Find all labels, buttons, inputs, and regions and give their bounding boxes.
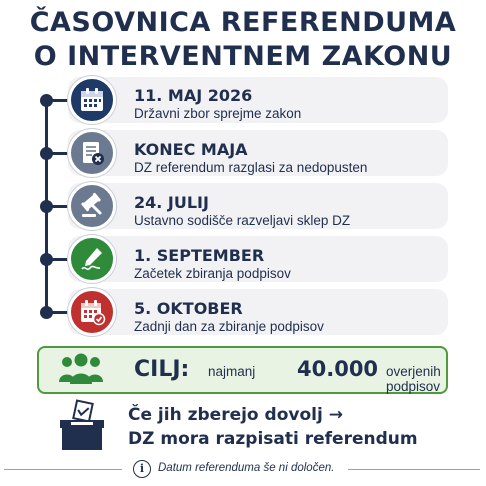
event-date: 24. JULIJ (134, 193, 209, 212)
gavel-icon (68, 182, 116, 230)
event-date: 11. MAJ 2026 (134, 86, 253, 105)
event-date: KONEC MAJA (134, 140, 248, 159)
event-description: DZ referendum razglasi za nedopusten (134, 160, 368, 175)
calendar-check-icon (68, 288, 116, 336)
note-text: Datum referenduma še ni določen. (158, 462, 335, 474)
event-description: Državni zbor sprejme zakon (134, 106, 302, 121)
event-description: Ustavno sodišče razveljavi sklep DZ (134, 213, 351, 228)
event-date: 5. OKTOBER (134, 299, 243, 318)
goal-label: CILJ: (134, 357, 190, 382)
signature-pen-icon (68, 235, 116, 283)
goal-text-after: overjenih podpisov (386, 364, 441, 394)
timeline-dot (40, 306, 53, 319)
goal-text-before: najmanj (208, 364, 256, 379)
title-line-1: ČASOVNICA REFERENDUMA (29, 7, 457, 38)
event-description: Zadnji dan za zbiranje podpisov (134, 319, 324, 334)
goal-number: 40.000 (297, 357, 379, 381)
title-line-2: O INTERVENTNEM ZAKONU (33, 41, 453, 72)
timeline-dot (40, 200, 53, 213)
calendar-icon (68, 76, 116, 124)
consequence-line-2: DZ mora razpisati referendum (128, 429, 418, 449)
ballot-box-icon (54, 398, 110, 459)
consequence-line-1: Če jih zberejo dovolj → (128, 405, 343, 425)
timeline-dot (40, 94, 53, 107)
page-title (0, 6, 486, 74)
document-rejected-icon (68, 129, 116, 177)
divider (348, 469, 480, 470)
timeline-dot (40, 147, 53, 160)
info-icon: i (133, 460, 151, 478)
event-description: Začetek zbiranja podpisov (134, 266, 291, 281)
divider (4, 469, 122, 470)
event-date: 1. SEPTEMBER (134, 246, 265, 265)
timeline-dot (40, 253, 53, 266)
people-icon (56, 350, 106, 395)
